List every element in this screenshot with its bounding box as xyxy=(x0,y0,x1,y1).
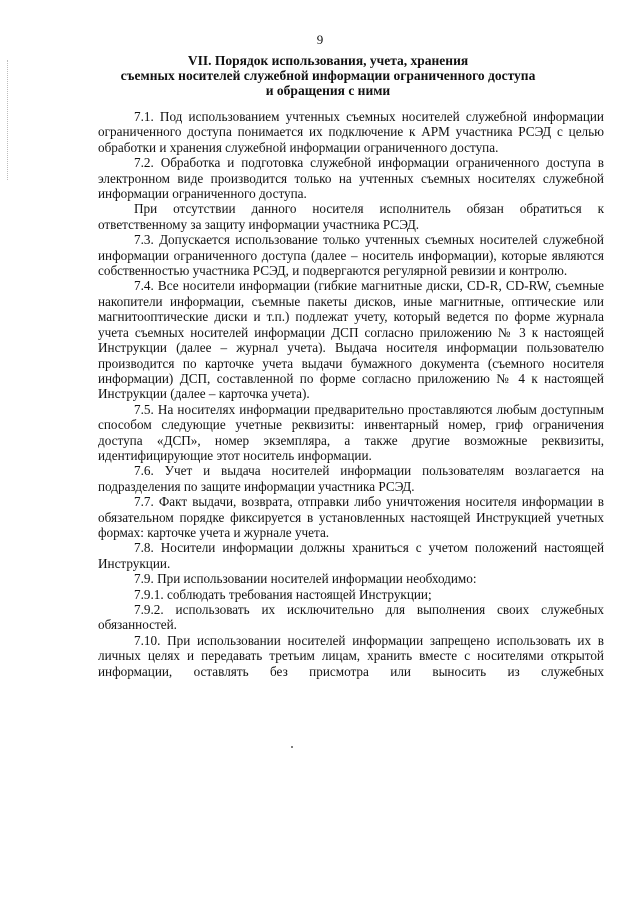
paragraph-no-carrier: При отсутствии данного носителя исполнитель обязан обратиться к ответственному за защиту информации участника РСЭД. xyxy=(98,201,604,232)
paragraph-7-5: 7.5. На носителях информации предварительно проставляются любым доступным способом следующие учетные реквизиты: инвентарный номер, гриф ограничения доступа «ДСП», номер экземпляра, а также другие возможные реквизиты, идентифицирующие этот носитель информации. xyxy=(98,401,604,463)
section-title xyxy=(90,53,566,98)
paragraph-7-6: 7.6. Учет и выдача носителей информации пользователям возлагается на подразделения по защите информации участника РСЭД. xyxy=(98,463,604,494)
paragraph-7-9-2: 7.9.2. использовать их исключительно для выполнения своих служебных обязанностей. xyxy=(98,602,604,633)
section-title-line: и обращения с ними xyxy=(265,83,391,98)
section-title-line: VII. Порядок использования, учета, хранения xyxy=(187,53,469,68)
page-number: 9 xyxy=(316,32,324,47)
paragraph-7-8: 7.8. Носители информации должны храниться с учетом положений настоящей Инструкции. xyxy=(98,540,604,571)
body-text xyxy=(98,109,604,679)
paragraph-7-3: 7.3. Допускается использование только учтенных съемных носителей служебной информации ограниченного доступа (далее – носитель информации), которые являются собственностью участника РСЭД, и подвергаются регулярной ревизии и контролю. xyxy=(98,232,604,279)
section-title-line: съемных носителей служебной информации ограниченного доступа xyxy=(120,68,536,83)
scan-edge-marks xyxy=(7,60,10,180)
paragraph-7-9-1: 7.9.1. соблюдать требования настоящей Инструкции; xyxy=(134,586,432,602)
paragraph-7-2: 7.2. Обработка и подготовка служебной информации ограниченного доступа в электронном виде производится только на учтенных съемных носителях служебной информации ограниченного доступа. xyxy=(98,155,604,202)
scan-speck xyxy=(291,746,293,748)
paragraph-7-10: 7.10. При использовании носителей информации запрещено использовать их в личных целях и передавать третьим лицам, хранить вместе с носителями открытой информации, оставлять без присмотра или выносить из служебных xyxy=(98,632,604,679)
paragraph-7-7: 7.7. Факт выдачи, возврата, отправки либо уничтожения носителя информации в обязательном порядке фиксируется в установленных настоящей Инструкцией учетных формах: карточке учета и журнале учета. xyxy=(98,494,604,540)
paragraph-7-4: 7.4. Все носители информации (гибкие магнитные диски, CD-R, CD-RW, съемные накопители информации, съемные пакеты дисков, иные магнитные, оптические или магнитооптические диски и т.п.) подлежат учету, который ведется по форме журнала учета съемных носителей информации ДСП согласно приложению № 3 к настоящей Инструкции (далее – журнал учета). Выдача носителя информации пользователю производится по карточке учета выдачи бумажного документа (съемного носителя информации) ДСП, составленной по форме согласно приложению № 4 к настоящей Инструкции (далее – карточка учета). xyxy=(98,278,604,402)
paragraph-7-9: 7.9. При использовании носителей информации необходимо: xyxy=(134,571,477,587)
paragraph-7-1: 7.1. Под использованием учтенных съемных носителей служебной информации ограниченного доступа понимается их подключение к АРМ участника РСЭД с целью обработки и хранения служебной информации ограниченного доступа. xyxy=(98,109,604,155)
